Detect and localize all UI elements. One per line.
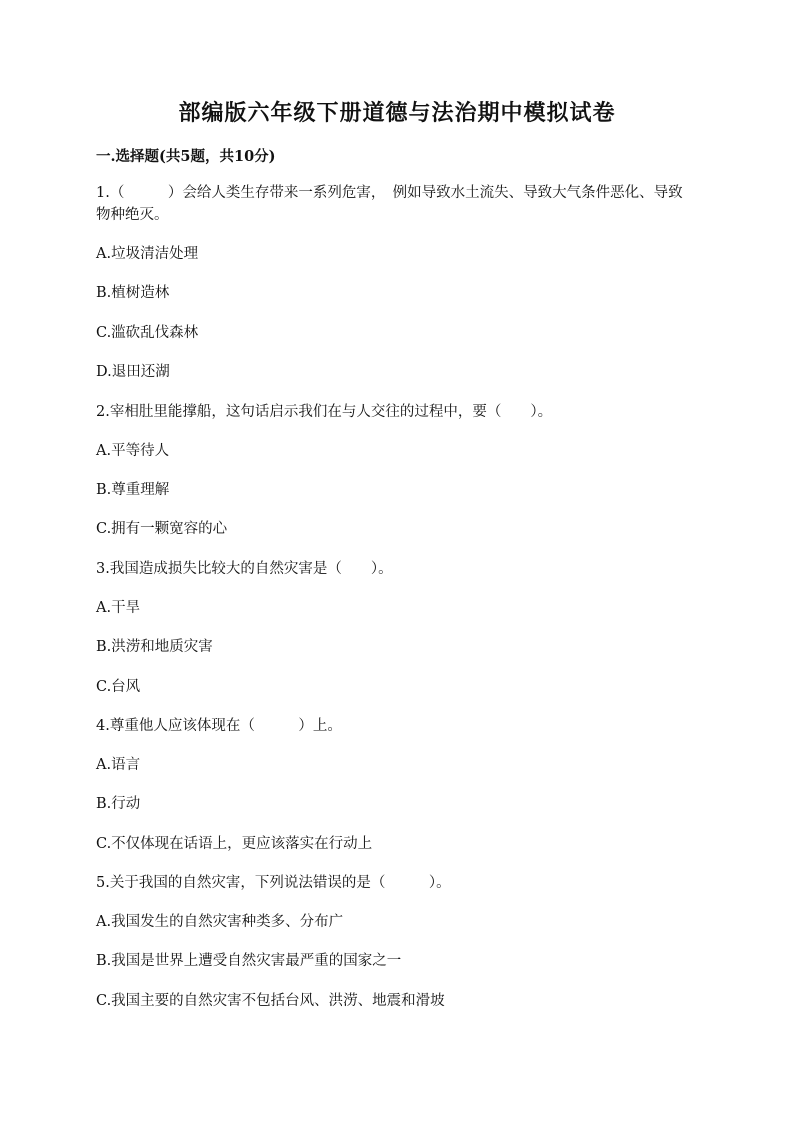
question-stem: 3.我国造成损失比较大的自然灾害是（ ）。 [96,560,393,577]
option-a: A.平等待人 [96,442,170,459]
option-a: A.干旱 [96,599,141,616]
option-b: B.行动 [96,796,141,813]
option-d: D.退田还湖 [96,364,170,381]
option-c: C.拥有一颗宽容的心 [96,521,228,538]
option-b: B.我国是世界上遭受自然灾害最严重的国家之一 [96,953,402,970]
option-c: C.滥砍乱伐森林 [96,324,199,341]
question-stem: 5.关于我国的自然灾害，下列说法错误的是（ ）。 [96,875,451,892]
option-b: B.洪涝和地质灾害 [96,639,213,656]
option-a: A.语言 [96,756,141,773]
option-b: B.尊重理解 [96,481,170,498]
question-2 [96,401,686,541]
question-5 [96,872,686,1012]
option-c: C.我国主要的自然灾害不包括台风、洪涝、地震和滑坡 [96,992,445,1009]
question-1 [96,182,686,383]
option-b: B.植树造林 [96,285,170,302]
exam-content [96,146,686,1029]
option-c: C.台风 [96,678,141,695]
section-header: 一.选择题(共5题，共10分) [96,148,276,165]
question-stem: 1.（ ）会给人类生存带来一系列危害， 例如导致水土流失、导致大气条件恶化、导致物种绝灭。 [96,185,683,223]
question-stem: 2.宰相肚里能撑船，这句话启示我们在与人交往的过程中，要（ ）。 [96,403,553,420]
option-a: A.我国发生的自然灾害种类多、分布广 [96,914,344,931]
page-title: 部编版六年级下册道德与法治期中模拟试卷 [178,100,616,126]
question-stem: 4.尊重他人应该体现在（ ）上。 [96,717,342,734]
question-3 [96,558,686,698]
option-c: C.不仅体现在话语上，更应该落实在行动上 [96,835,373,852]
option-a: A.垃圾清洁处理 [96,246,199,262]
question-4 [96,715,686,855]
